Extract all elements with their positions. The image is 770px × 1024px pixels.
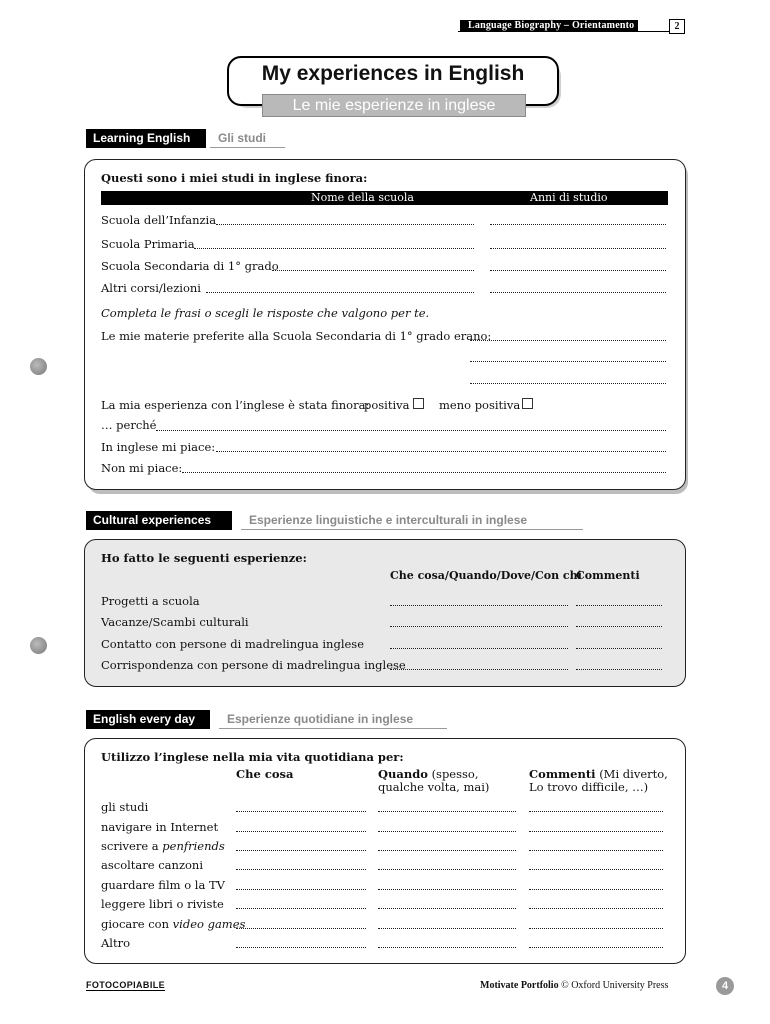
everyday-when-field[interactable] — [378, 908, 516, 909]
school-name-field[interactable] — [272, 270, 474, 271]
col-what: Che cosa — [236, 767, 294, 781]
everyday-row-label: scrivere a penfriends — [101, 839, 225, 853]
school-years-field[interactable] — [490, 224, 666, 225]
dislike-label: Non mi piace: — [101, 461, 183, 475]
everyday-what-field[interactable] — [236, 908, 366, 909]
section-label-cultural: Cultural experiences — [86, 511, 232, 530]
cultural-intro: Ho fatto le seguenti esperienze: — [101, 551, 307, 565]
everyday-row-label: Altro — [101, 936, 131, 950]
everyday-when-field[interactable] — [378, 811, 516, 812]
everyday-when-field[interactable] — [378, 850, 516, 851]
school-name-field[interactable] — [194, 248, 474, 249]
school-name-field[interactable] — [216, 224, 474, 225]
everyday-when-field[interactable] — [378, 869, 516, 870]
header-tag: Language Biography – Orientamento — [460, 20, 638, 32]
everyday-what-field[interactable] — [236, 831, 366, 832]
favorite-subjects-field[interactable] — [470, 361, 666, 362]
school-years-field[interactable] — [490, 248, 666, 249]
everyday-row-label: guardare film o la TV — [101, 878, 225, 892]
cultural-what-field[interactable] — [390, 605, 568, 606]
everyday-row-label: ascoltare canzoni — [101, 858, 204, 872]
cultural-what-field[interactable] — [390, 669, 568, 670]
school-row-label: Scuola Secondaria di 1° grado — [101, 259, 279, 273]
everyday-comments-field[interactable] — [529, 850, 663, 851]
everyday-what-field[interactable] — [236, 850, 366, 851]
cultural-row-label: Contatto con persone di madrelingua inglese — [101, 637, 365, 651]
everyday-when-field[interactable] — [378, 947, 516, 948]
col-years: Anni di studio — [530, 191, 608, 204]
everyday-comments-field[interactable] — [529, 908, 663, 909]
col-school-name: Nome della scuola — [311, 191, 414, 204]
section-sublabel-cultural: Esperienze linguistiche e interculturali in inglese — [241, 511, 583, 530]
binder-hole-bottom — [30, 637, 47, 654]
like-label: In inglese mi piace: — [101, 440, 216, 454]
page-title: My experiences in English — [261, 62, 525, 85]
col-comments-detail: Lo trovo difficile, …) — [529, 780, 649, 794]
page-number: 4 — [716, 977, 734, 995]
footer-credit: Motivate Portfolio © Oxford University Press — [480, 980, 669, 991]
everyday-what-field[interactable] — [236, 811, 366, 812]
less-positive-checkbox[interactable] — [522, 398, 533, 409]
cultural-what-field[interactable] — [390, 626, 568, 627]
school-years-field[interactable] — [490, 270, 666, 271]
section-sublabel-learning: Gli studi — [210, 129, 285, 148]
why-label: … perché — [101, 418, 157, 432]
everyday-row-label: gli studi — [101, 800, 149, 814]
cultural-what-field[interactable] — [390, 648, 568, 649]
photocopiable-label: FOTOCOPIABILE — [86, 980, 166, 990]
dislike-field[interactable] — [182, 472, 666, 473]
favorite-subjects-field[interactable] — [470, 383, 666, 384]
like-field[interactable] — [216, 451, 666, 452]
header-section-number: 2 — [669, 19, 685, 34]
section-label-everyday: English every day — [86, 710, 210, 729]
cultural-comments-field[interactable] — [576, 605, 662, 606]
everyday-comments-field[interactable] — [529, 869, 663, 870]
cultural-row-label: Progetti a scuola — [101, 594, 200, 608]
section-sublabel-everyday: Esperienze quotidiane in inglese — [219, 710, 447, 729]
everyday-when-field[interactable] — [378, 831, 516, 832]
school-row-label: Scuola dell’Infanzia — [101, 213, 217, 227]
everyday-intro: Utilizzo l’inglese nella mia vita quotidiana per: — [101, 750, 404, 764]
everyday-what-field[interactable] — [236, 889, 366, 890]
instruction-text: Completa le frasi o scegli le risposte che valgono per te. — [101, 306, 430, 320]
everyday-comments-field[interactable] — [529, 889, 663, 890]
binder-hole-top — [30, 358, 47, 375]
cultural-row-label: Vacanze/Scambi culturali — [101, 615, 249, 629]
favorite-subjects-label: Le mie materie preferite alla Scuola Secondaria di 1° grado erano: — [101, 329, 492, 343]
experience-label: La mia esperienza con l’inglese è stata finora: — [101, 398, 370, 412]
everyday-comments-field[interactable] — [529, 811, 663, 812]
positive-checkbox[interactable] — [413, 398, 424, 409]
everyday-when-field[interactable] — [378, 928, 516, 929]
learning-table-header — [101, 191, 668, 205]
everyday-comments-field[interactable] — [529, 947, 663, 948]
col-when-detail: qualche volta, mai) — [378, 780, 490, 794]
col-what-when: Che cosa/Quando/Dove/Con chi — [390, 569, 582, 582]
everyday-what-field[interactable] — [236, 928, 366, 929]
everyday-what-field[interactable] — [236, 947, 366, 948]
col-when: Quando (spesso, — [378, 767, 479, 781]
everyday-row-label: giocare con video games — [101, 917, 246, 931]
learning-intro: Questi sono i miei studi in inglese finora: — [101, 171, 368, 185]
school-row-label: Scuola Primaria — [101, 237, 195, 251]
everyday-what-field[interactable] — [236, 869, 366, 870]
everyday-row-label: navigare in Internet — [101, 820, 219, 834]
everyday-comments-field[interactable] — [529, 928, 663, 929]
why-field[interactable] — [156, 430, 666, 431]
cultural-comments-field[interactable] — [576, 648, 662, 649]
col-comments-everyday: Commenti (Mi diverto, — [529, 767, 668, 781]
section-label-learning: Learning English — [86, 129, 206, 148]
everyday-comments-field[interactable] — [529, 831, 663, 832]
everyday-when-field[interactable] — [378, 889, 516, 890]
less-positive-label: meno positiva — [439, 398, 521, 412]
favorite-subjects-field[interactable] — [470, 340, 666, 341]
cultural-comments-field[interactable] — [576, 626, 662, 627]
cultural-comments-field[interactable] — [576, 669, 662, 670]
school-row-label: Altri corsi/lezioni — [101, 281, 201, 295]
school-name-field[interactable] — [206, 292, 474, 293]
everyday-row-label: leggere libri o riviste — [101, 897, 224, 911]
school-years-field[interactable] — [490, 292, 666, 293]
cultural-row-label: Corrispondenza con persone di madrelingua inglese — [101, 658, 406, 672]
page-subtitle: Le mie esperienze in inglese — [262, 94, 526, 117]
positive-label: positiva — [364, 398, 410, 412]
col-comments: Commenti — [576, 569, 640, 582]
